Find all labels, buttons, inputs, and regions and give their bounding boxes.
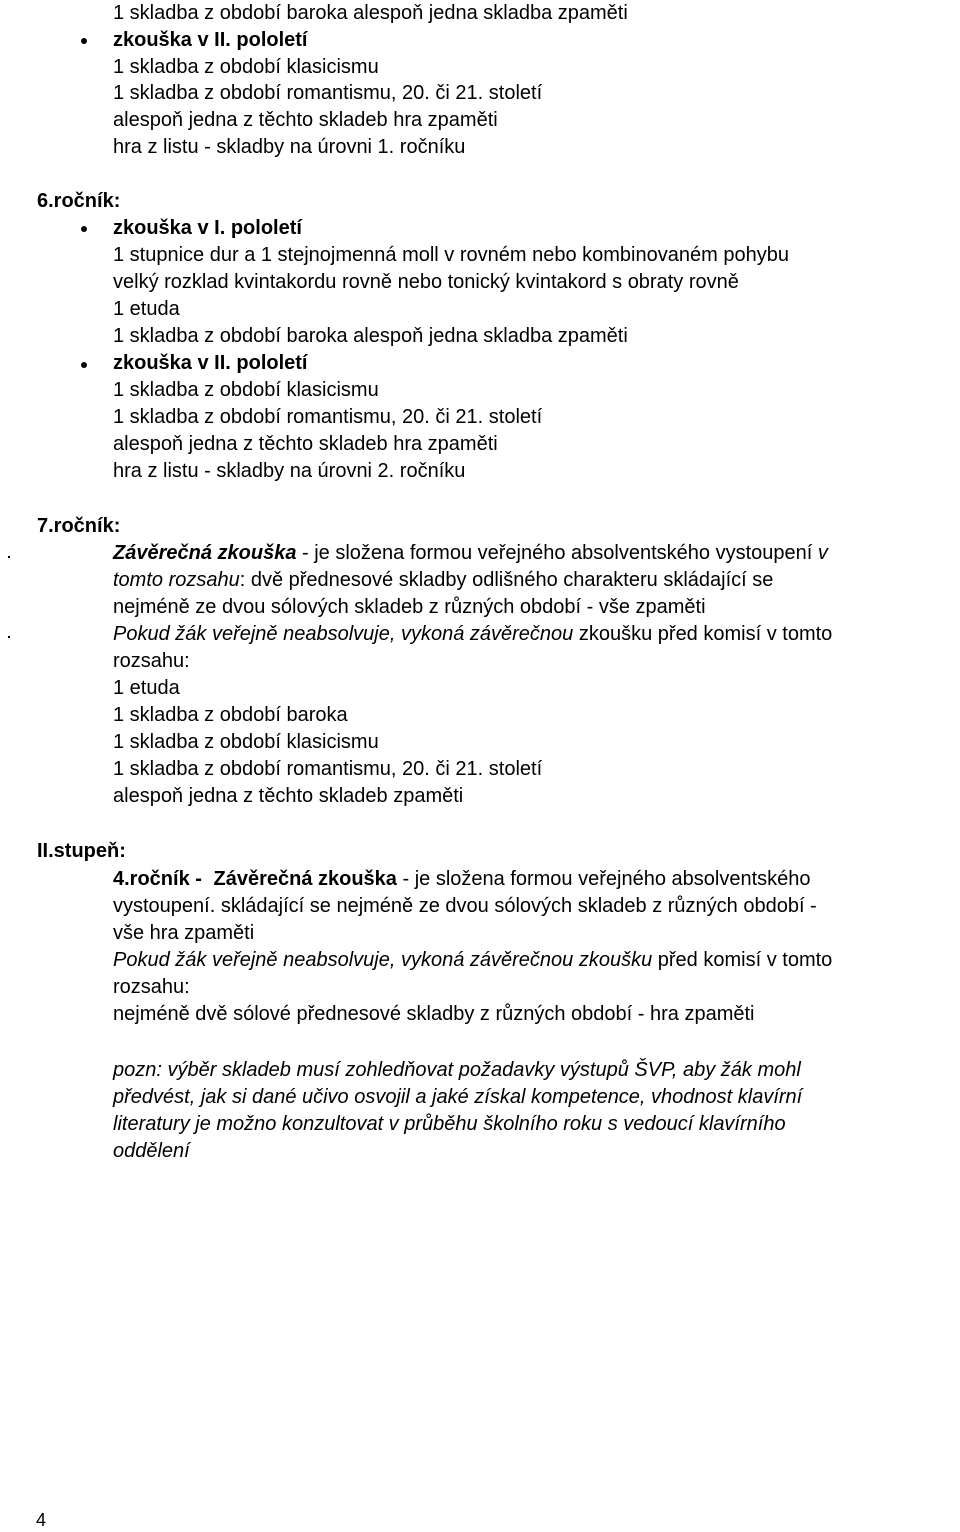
- grade7-p1-italic: v: [817, 542, 828, 564]
- grade7-scope-text: : dvě přednesové skladby odlišného charakteru skládající se: [239, 569, 774, 591]
- stage2-final-exam-label: Závěrečná zkouška: [213, 868, 397, 890]
- note-line3: literatury je možno konzultovat v průběhu školního roku s vedoucí klavírního: [113, 1113, 786, 1135]
- bullet-dot-icon: [8, 636, 10, 638]
- grade7-item: 1 etuda: [113, 677, 180, 699]
- grade7-heading: 7.ročník:: [37, 515, 121, 537]
- grade6-heading: 6.ročník:: [37, 190, 121, 212]
- stage2-line4: [113, 947, 832, 974]
- stage2-heading: II.stupeň:: [37, 840, 126, 862]
- grade7-item: 1 skladba z období romantismu, 20. či 21. století: [113, 758, 543, 780]
- note-line2: předvést, jak si dané učivo osvojil a jaké získal kompetence, vhodnost klavírní: [113, 1086, 803, 1108]
- grade7-paragraph-line3: nejméně ze dvou sólových skladeb z různých období - vše zpaměti: [113, 596, 706, 618]
- grade7-committee-line2: rozsahu:: [113, 650, 190, 672]
- stage2-line1-text: - je složena formou veřejného absolventského: [396, 868, 811, 890]
- final-exam-label: Závěrečná zkouška: [113, 542, 297, 564]
- stage2-line1: [113, 866, 811, 893]
- grade5-line-sightreading: hra z listu - skladby na úrovni 1. ročníku: [113, 136, 466, 158]
- page-number: 4: [36, 1510, 47, 1530]
- grade6-line-etude: 1 etuda: [113, 298, 180, 320]
- grade7-paragraph-line2: [113, 567, 773, 594]
- grade7-item: 1 skladba z období baroka: [113, 704, 348, 726]
- grade7-paragraph-line1: [113, 540, 828, 567]
- grade7-committee-italic: Pokud žák veřejně neabsolvuje, vykoná závěrečnou: [113, 623, 574, 645]
- stage2-line6: nejméně dvě sólové přednesové skladby z různých období - hra zpaměti: [113, 1003, 755, 1025]
- stage2-committee-text: před komisí v tomto: [652, 949, 833, 971]
- grade6-exam1-label: zkouška v I. pololetí: [113, 217, 302, 239]
- stage2-committee-italic: Pokud žák veřejně neabsolvuje, vykoná závěrečnou zkoušku: [113, 949, 653, 971]
- grade5-line-romanticism: 1 skladba z období romantismu, 20. či 21. století: [113, 82, 543, 104]
- grade6-line-classicism: 1 skladba z období klasicismu: [113, 379, 379, 401]
- grade6-line-scales: 1 stupnice dur a 1 stejnojmenná moll v rovném nebo kombinovaném pohybu: [113, 244, 789, 266]
- grade7-item: 1 skladba z období klasicismu: [113, 731, 379, 753]
- stage2-line2: vystoupení. skládající se nejméně ze dvou sólových skladeb z různých období -: [113, 895, 817, 917]
- bullet-icon: [81, 226, 87, 232]
- grade5-line-baroque: 1 skladba z období baroka alespoň jedna skladba zpaměti: [113, 2, 628, 24]
- grade7-committee-text: zkoušku před komisí v tomto: [573, 623, 833, 645]
- grade6-line-memory: alespoň jedna z těchto skladeb hra zpaměti: [113, 433, 498, 455]
- stage2-line5: rozsahu:: [113, 976, 190, 998]
- grade7-p1-text: - je složena formou veřejného absolventského vystoupení: [296, 542, 818, 564]
- grade6-line-romanticism: 1 skladba z období romantismu, 20. či 21. století: [113, 406, 543, 428]
- stage2-line3: vše hra zpaměti: [113, 922, 255, 944]
- grade7-item: alespoň jedna z těchto skladeb zpaměti: [113, 785, 464, 807]
- grade5-line-memory: alespoň jedna z těchto skladeb hra zpaměti: [113, 109, 498, 131]
- note-line1: pozn: výběr skladeb musí zohledňovat požadavky výstupů ŠVP, aby žák mohl: [113, 1059, 801, 1081]
- grade6-exam2-label: zkouška v II. pololetí: [113, 352, 308, 374]
- grade7-scope-italic: tomto rozsahu: [113, 569, 240, 591]
- grade7-committee-line1: [113, 621, 832, 648]
- bullet-icon: [81, 38, 87, 44]
- grade5-line-classicism: 1 skladba z období klasicismu: [113, 56, 379, 78]
- grade5-exam2-label: zkouška v II. pololetí: [113, 29, 308, 51]
- grade6-line-baroque: 1 skladba z období baroka alespoň jedna skladba zpaměti: [113, 325, 628, 347]
- bullet-dot-icon: [8, 556, 10, 558]
- stage2-grade-label: 4.ročník -: [113, 868, 208, 890]
- note-line4: oddělení: [113, 1140, 190, 1162]
- grade6-line-sightreading: hra z listu - skladby na úrovni 2. ročníku: [113, 460, 466, 482]
- grade6-line-arpeggio: velký rozklad kvintakordu rovně nebo tonický kvintakord s obraty rovně: [113, 271, 739, 293]
- bullet-icon: [81, 362, 87, 368]
